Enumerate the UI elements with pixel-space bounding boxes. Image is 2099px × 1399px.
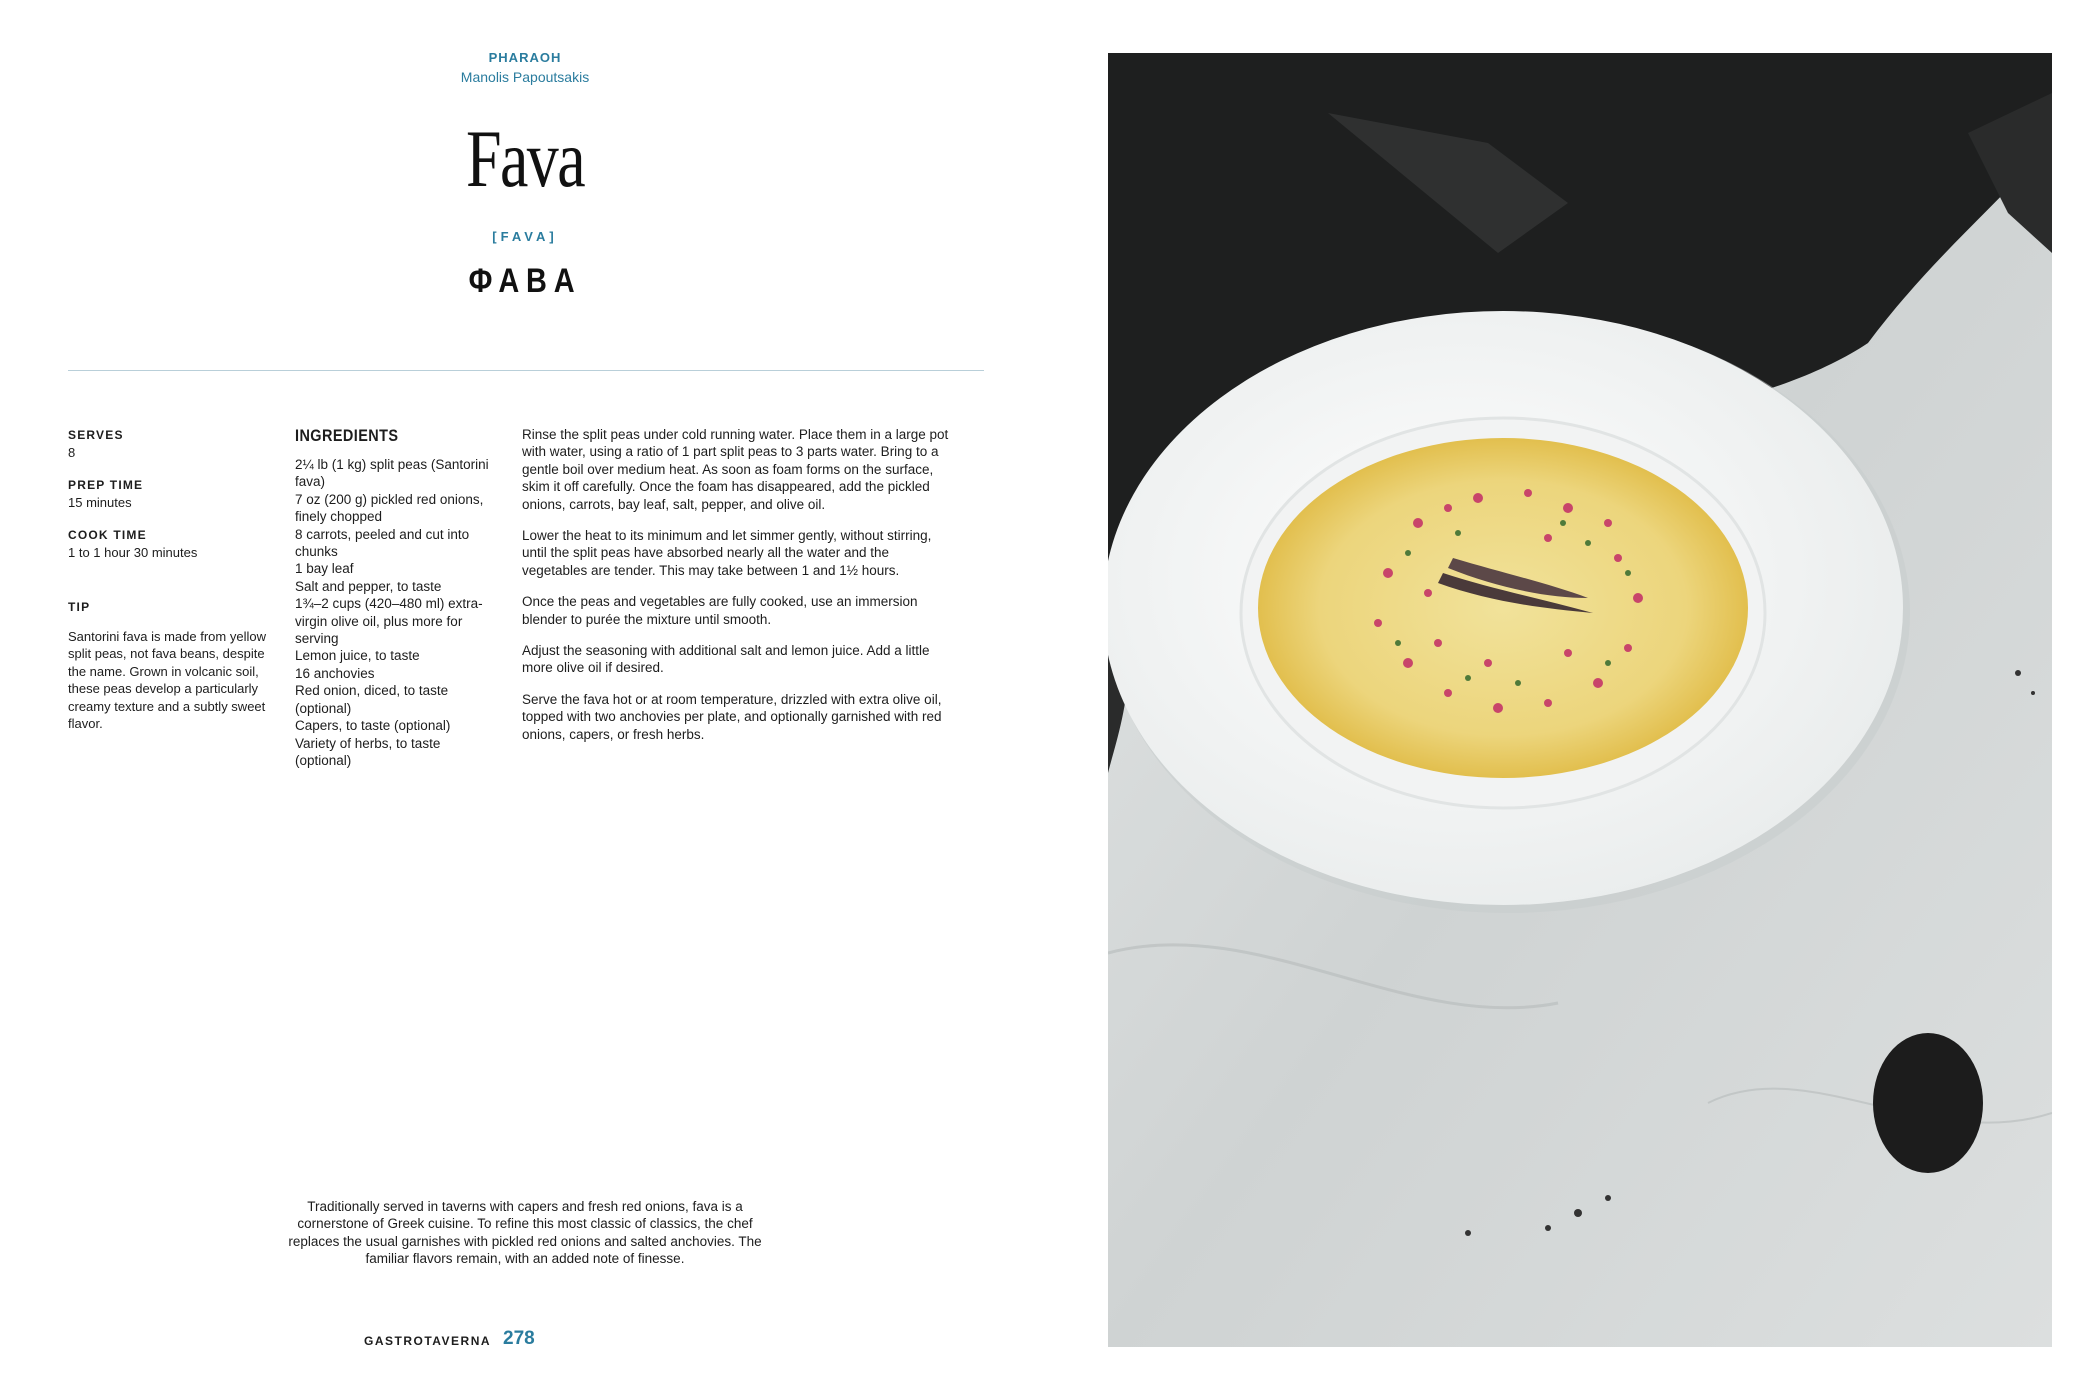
ingredients-heading: INGREDIENTS bbox=[295, 426, 399, 445]
cook-time-value: 1 to 1 hour 30 minutes bbox=[68, 545, 198, 560]
serves-value: 8 bbox=[68, 445, 76, 460]
ingredient-item: 8 carrots, peeled and cut into chunks bbox=[295, 526, 470, 560]
book-title-footer: GASTROTAVERNA bbox=[364, 1334, 492, 1348]
recipe-transliteration: [FAVA] bbox=[492, 229, 558, 244]
method-step: Adjust the seasoning with additional salt and lemon juice. Add a little more olive oil if desired. bbox=[522, 643, 930, 676]
method-section bbox=[522, 426, 952, 757]
ingredient-item: 1 bay leaf bbox=[295, 561, 354, 577]
tip-label: TIP bbox=[68, 600, 91, 614]
page-number: 278 bbox=[503, 1328, 535, 1349]
prep-time-value: 15 minutes bbox=[68, 495, 132, 510]
ingredient-item: Salt and pepper, to taste bbox=[295, 578, 442, 594]
cook-time-label: COOK TIME bbox=[68, 528, 147, 542]
recipe-intro: Traditionally served in taverns with capers and fresh red onions, fava is a cornerstone of Greek cuisine. To refine this most classic of classics, the chef replaces the usual garnishes with pickled red onions and salted anchovies. The familiar flavors remain, with an added note of finesse. bbox=[288, 1199, 762, 1267]
ingredient-item: Lemon juice, to taste bbox=[295, 648, 420, 664]
recipe-greek-title: ΦΑΒΑ bbox=[468, 262, 582, 300]
method-step: Rinse the split peas under cold running water. Place them in a large pot with water, using a ratio of 1 part split peas to 3 parts water. Bring to a gentle boil over medium heat. As soon as foam forms on the surface, skim it off carefully. Once the foam has disappeared, add the pickled onions, carrots, bay leaf, salt, pepper, and olive oil. bbox=[522, 427, 949, 512]
serves-label: SERVES bbox=[68, 428, 124, 442]
dish-photo bbox=[1108, 53, 2052, 1347]
recipe-meta bbox=[68, 427, 278, 732]
tip-text: Santorini fava is made from yellow split peas, not fava beans, despite the name. Grown in volcanic soil, these peas develop a particularly creamy texture and a subtly sweet flavor. bbox=[68, 629, 266, 732]
method-step: Once the peas and vegetables are fully cooked, use an immersion blender to purée the mixture until smooth. bbox=[522, 594, 918, 627]
ingredients-list bbox=[295, 456, 500, 769]
ingredient-item: 1¾–2 cups (420–480 ml) extra-virgin olive oil, plus more for serving bbox=[295, 596, 483, 647]
dish-photo-illustration bbox=[1108, 53, 2052, 1347]
ingredient-item: 2¼ lb (1 kg) split peas (Santorini fava) bbox=[295, 457, 489, 490]
restaurant-name: PHARAOH bbox=[488, 50, 562, 65]
method-step: Lower the heat to its minimum and let simmer gently, without stirring, until the split peas have absorbed nearly all the water and the vegetables are tender. This may take between 1 and 1½ hours. bbox=[522, 528, 932, 578]
chef-name: Manolis Papoutsakis bbox=[460, 69, 590, 85]
ingredient-item: 16 anchovies bbox=[295, 665, 375, 681]
recipe-title: Fava bbox=[465, 113, 585, 204]
ingredient-item: Capers, to taste (optional) bbox=[295, 718, 451, 734]
method-step: Serve the fava hot or at room temperature, drizzled with extra olive oil, topped with two anchovies per plate, and optionally garnished with red onions, capers, or fresh herbs. bbox=[522, 691, 942, 742]
header-divider bbox=[68, 370, 984, 371]
prep-time-label: PREP TIME bbox=[68, 478, 144, 492]
ingredient-item: Red onion, diced, to taste (optional) bbox=[295, 683, 449, 716]
ingredient-item: 7 oz (200 g) pickled red onions, finely chopped bbox=[295, 491, 484, 525]
ingredients-section bbox=[295, 426, 500, 769]
ingredient-item: Variety of herbs, to taste (optional) bbox=[295, 735, 441, 768]
